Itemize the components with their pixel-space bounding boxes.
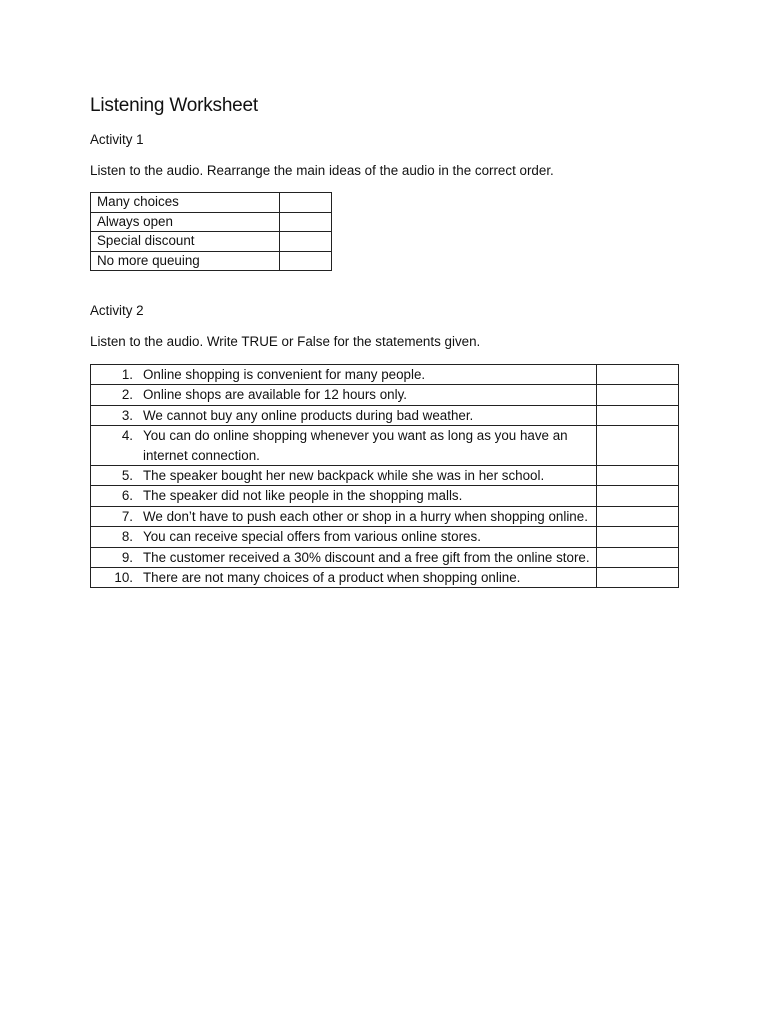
statement-text: You can receive special offers from various online stores. [143,529,481,545]
table-row [91,193,332,213]
activity-1-instruction: Listen to the audio. Rearrange the main ideas of the audio in the correct order. [90,163,554,178]
statement-text: You can do online shopping whenever you want as long as you have an internet connection. [143,428,568,463]
order-answer-cell[interactable] [280,232,332,252]
statement-number: 3. [121,407,133,423]
activity-2-table [90,364,679,588]
main-idea-label: Special discount [91,232,280,252]
true-false-answer-cell[interactable] [597,506,679,526]
statement-number: 8. [121,529,133,545]
table-row [91,426,679,466]
statement-text: The customer received a 30% discount and a free gift from the online store. [143,549,590,565]
statement-text: The speaker bought her new backpack while she was in her school. [143,468,545,484]
statement-text: We cannot buy any online products during bad weather. [143,407,474,423]
true-false-answer-cell[interactable] [597,547,679,567]
statement-text: Online shopping is convenient for many people. [143,367,426,382]
statement-number: 7. [121,508,133,524]
statement-text: The speaker did not like people in the shopping malls. [143,488,463,504]
table-row [91,527,679,547]
order-answer-cell[interactable] [280,212,332,232]
table-row [91,486,679,506]
table-row [91,466,679,486]
true-false-answer-cell[interactable] [597,568,679,588]
statement-number: 1. [121,367,133,382]
table-row [91,232,332,252]
statement-number: 6. [121,488,133,504]
true-false-answer-cell[interactable] [597,426,679,466]
statement-text: There are not many choices of a product when shopping online. [143,570,521,586]
statement-text: We don’t have to push each other or shop in a hurry when shopping online. [143,508,588,524]
order-answer-cell[interactable] [280,193,332,213]
activity-2-instruction: Listen to the audio. Write TRUE or False for the statements given. [90,334,481,349]
main-idea-label: No more queuing [91,251,280,271]
table-row [91,385,679,405]
true-false-answer-cell[interactable] [597,486,679,506]
order-answer-cell[interactable] [280,251,332,271]
table-row [91,251,332,271]
statement-number: 5. [121,468,133,484]
activity-1-heading: Activity 1 [90,132,144,147]
page-title: Listening Worksheet [90,95,258,116]
main-idea-label: Many choices [91,193,280,213]
statement-number: 4. [121,428,133,444]
statement-number: 10. [114,570,133,586]
table-row [91,568,679,588]
true-false-answer-cell[interactable] [597,527,679,547]
true-false-answer-cell[interactable] [597,385,679,405]
statement-text: Online shops are available for 12 hours only. [143,387,408,403]
activity-2-heading: Activity 2 [90,303,144,318]
true-false-answer-cell[interactable] [597,365,679,385]
activity-1-table [90,192,332,271]
statement-number: 2. [121,387,133,403]
table-row [91,212,332,232]
table-row [91,405,679,425]
true-false-answer-cell[interactable] [597,466,679,486]
statement-number: 9. [121,549,133,565]
main-idea-label: Always open [91,212,280,232]
true-false-answer-cell[interactable] [597,405,679,425]
table-row [91,365,679,385]
table-row [91,506,679,526]
table-row [91,547,679,567]
